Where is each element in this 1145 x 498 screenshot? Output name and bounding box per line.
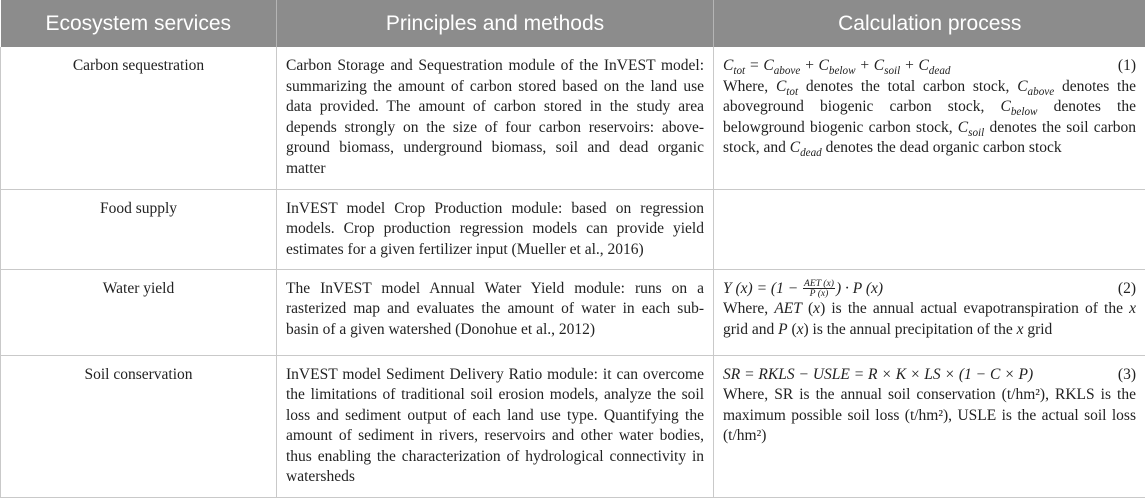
equation: SR = RKLS − USLE = R × K × LS × (1 − C × P) <box>723 365 1034 383</box>
method-cell: InVEST model Crop Production module: based on regression models. Crop production regression models can provide yield estimates for a given fertilizer input (Mueller et al., 2016) <box>277 189 714 269</box>
header-ecosystem-services: Ecosystem services <box>1 0 277 47</box>
method-cell: InVEST model Sediment Delivery Ratio module: it can overcome the limitations of traditional soil erosion models, analyze the soil loss and sediment output of each land use type. Quantifying the amount of sediment in rivers, reservoirs and other water bodies, thus enabling the characterization of hydrological connectivity in watersheds <box>277 355 714 497</box>
equation-number: (2) <box>1117 279 1136 297</box>
equation: Y (x) = (1 − $\frac{\text{AET (x)}}{P (x)}$ ) · P (x) <box>723 277 884 300</box>
service-cell: Soil conservation <box>1 355 277 497</box>
method-cell: Carbon Storage and Sequestration module of the InVEST model: summarizing the amount of carbon stored based on the land use data provided. The amount of carbon stored in the study area depends strongly on the size of four carbon reservoirs: above-ground biomass, underground biomass, soil and dead organic matter <box>277 47 714 189</box>
equation-number: (1) <box>1117 57 1136 74</box>
equation-2 <box>723 279 1136 300</box>
equation-1 <box>723 56 1136 77</box>
equation-description: Where, $C_{tot}$ denotes the total carbon stock, $C_{above}$ denotes the aboveground biogenic carbon stock, $C_{below}$ denotes the belowground biogenic carbon stock, $C_{soil}$ denotes the soil carbon stock, and $C_{dead}$ denotes the dead organic carbon stock <box>723 77 1136 160</box>
method-cell: The InVEST model Annual Water Yield module: runs on a rasterized map and evaluates the amount of water in each sub-basin of a given watershed (Donohue et al., 2012) <box>277 269 714 355</box>
header-calculation-process: Calculation process <box>714 0 1145 47</box>
equation-description: Where, AET (x) is the annual actual evapotranspiration of the x grid and P (x) is the annual precipitation of the x grid <box>723 300 1136 338</box>
table-row <box>1 47 1145 189</box>
equation: $C_{tot} = C_{above} + C_{below} + C_{soil} + C_{dead}$ <box>723 57 951 78</box>
calculation-cell <box>714 269 1145 355</box>
calculation-cell <box>714 189 1145 269</box>
calculation-cell <box>714 47 1145 189</box>
table-row <box>1 269 1145 355</box>
service-cell: Food supply <box>1 189 277 269</box>
calculation-cell <box>714 355 1145 497</box>
service-cell: Carbon sequestration <box>1 47 277 189</box>
header-principles-methods: Principles and methods <box>277 0 714 47</box>
equation-description: Where, SR is the annual soil conservation (t/hm²), RKLS is the maximum possible soil loss (t/hm²), USLE is the actual soil loss (t/hm²) <box>723 386 1136 444</box>
service-cell: Water yield <box>1 269 277 355</box>
header-row <box>1 0 1145 47</box>
equation-3 <box>723 365 1136 386</box>
equation-number: (3) <box>1117 365 1136 383</box>
table-row <box>1 355 1145 497</box>
table-row <box>1 189 1145 269</box>
